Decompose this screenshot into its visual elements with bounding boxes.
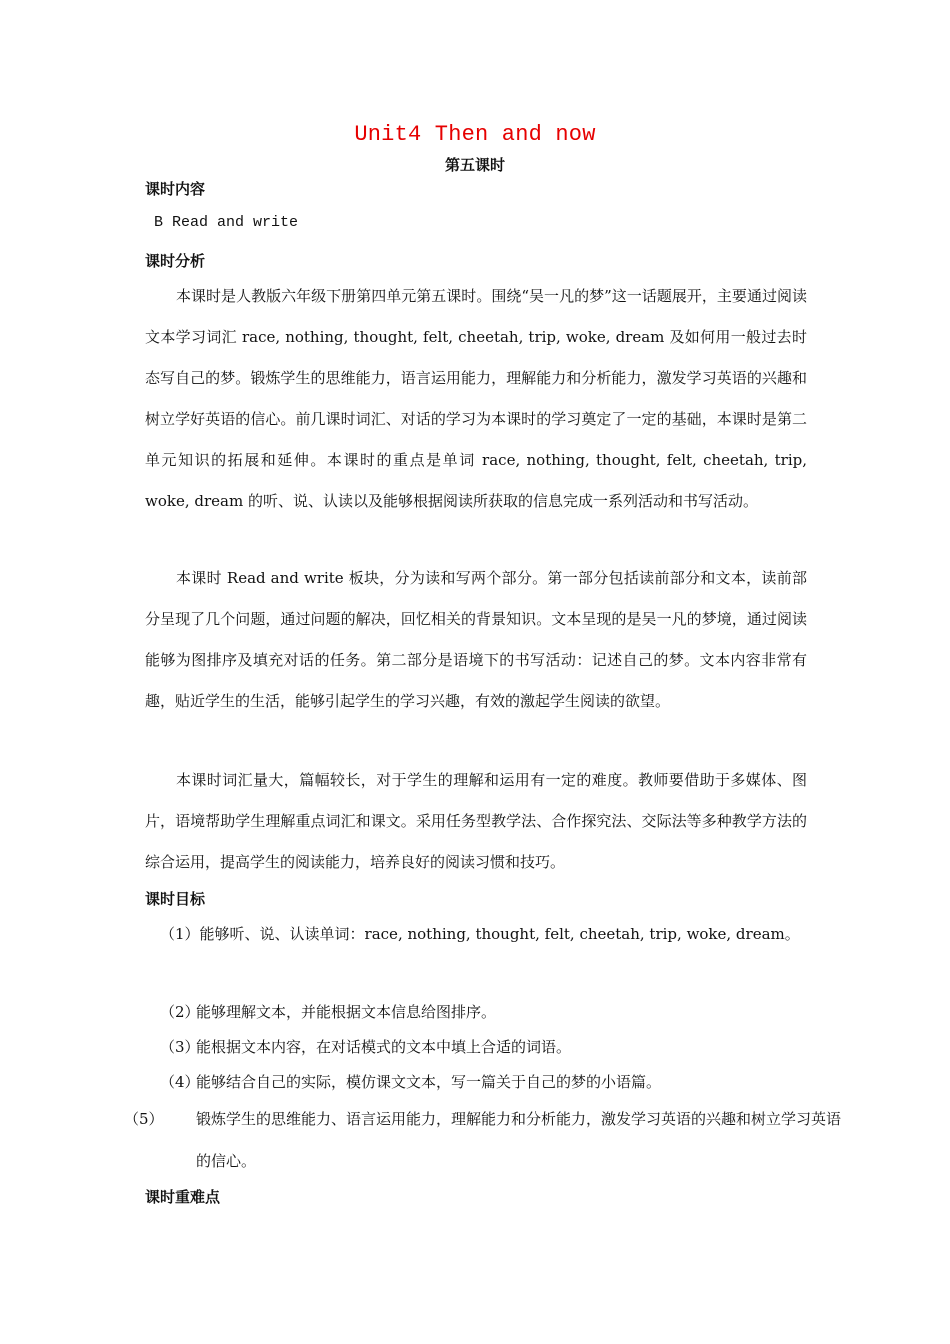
content-heading: 课时内容 bbox=[145, 180, 206, 198]
objectives-heading: 课时目标 bbox=[145, 890, 206, 908]
analysis-paragraph-3: 本课时词汇量大，篇幅较长，对于学生的理解和运用有一定的难度。教师要借助于多媒体、图片，语境帮助学生理解重点词汇和课文。采用任务型教学法、合作探究法、交际法等多种教学方法的综合运用，提高学生的阅读能力，培养良好的阅读习惯和技巧。 bbox=[145, 771, 807, 871]
objective-number: （3） bbox=[160, 1038, 200, 1056]
objective-number: （2） bbox=[160, 1003, 200, 1021]
document-title: Unit4 Then and now bbox=[354, 122, 596, 147]
analysis-paragraph-1: 本课时是人教版六年级下册第四单元第五课时。围绕“吴一凡的梦”这一话题展开，主要通过阅读文本学习词汇 race, nothing, thought, felt, cheetah, trip, woke, dream 及如何用一般过去时态写自己的梦。锻炼学生的思维能力，语言运用能力，理解能力和分析能力，激发学习英语的兴趣和树立学好英语的信心。前几课时词汇、对话的学习为本课时的学习奠定了一定的基础，本课时是第二单元知识的拓展和延伸。本课时的重点是单词 race, nothing, thought, felt, cheetah, trip, woke, dream 的听、说、认读以及能够根据阅读所获取的信息完成一系列活动和书写活动。 bbox=[145, 287, 807, 510]
objective-text: 能根据文本内容，在对话模式的文本中填上合适的词语。 bbox=[196, 1038, 572, 1056]
document-subtitle: 第五课时 bbox=[444, 156, 505, 174]
objective-number: （1） bbox=[160, 925, 200, 943]
objective-number: （4） bbox=[160, 1073, 200, 1091]
objective-number: （5） bbox=[124, 1110, 164, 1128]
difficulty-heading: 课时重难点 bbox=[145, 1188, 221, 1206]
objective-item-4 bbox=[160, 1062, 806, 1102]
objective-item-3 bbox=[160, 1027, 806, 1067]
objective-item-2 bbox=[160, 992, 806, 1032]
objective-text: 锻炼学生的思维能力、语言运用能力，理解能力和分析能力，激发学习英语的兴趣和树立学习英语的信心。 bbox=[196, 1110, 842, 1170]
analysis-paragraph-2: 本课时 Read and write 板块，分为读和写两个部分。第一部分包括读前部分和文本，读前部分呈现了几个问题，通过问题的解决，回忆相关的背景知识。文本呈现的是吴一凡的梦境，通过阅读能够为图排序及填充对话的任务。第二部分是语境下的书写活动：记述自己的梦。文本内容非常有趣，贴近学生的生活，能够引起学生的学习兴趣，有效的激起学生阅读的欲望。 bbox=[145, 569, 807, 710]
objective-text: 能够理解文本，并能根据文本信息给图排序。 bbox=[196, 1003, 497, 1021]
content-text: B Read and write bbox=[145, 214, 299, 231]
analysis-heading: 课时分析 bbox=[145, 252, 206, 270]
objective-item-5 bbox=[124, 1098, 842, 1182]
objective-text: 能够听、说、认读单词：race, nothing, thought, felt, cheetah, trip, woke, dream。 bbox=[199, 925, 800, 943]
objective-text: 能够结合自己的实际，模仿课文文本，写一篇关于自己的梦的小语篇。 bbox=[196, 1073, 662, 1091]
objective-item-1 bbox=[145, 914, 807, 954]
